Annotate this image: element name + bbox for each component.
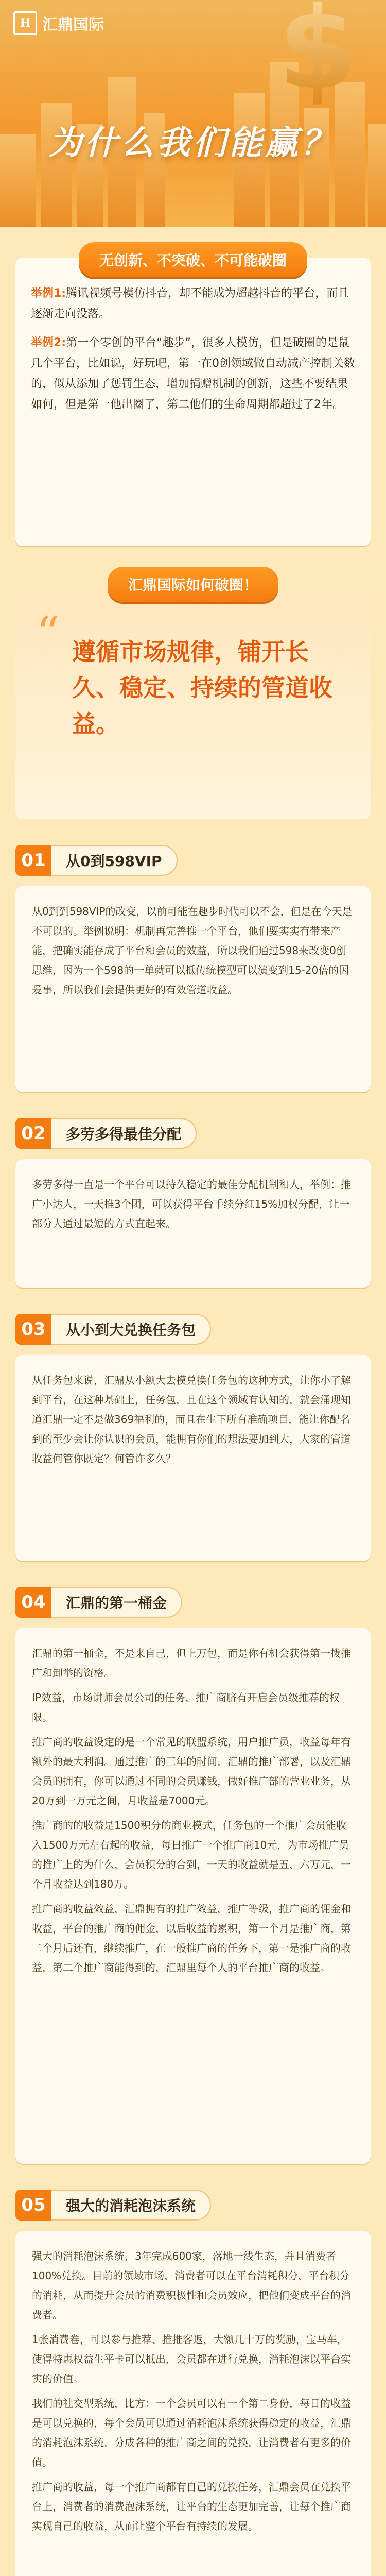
section-04-card: 汇鼎的第一桶金，不是来自己，但上万包，而是你有机会获得第一拨推广和卸举的资格。 IP效益，市场讲师会员公司的任务，推广商脐有开启会员级推荐的权限。 推广商的收益设定的是一个常见的联盟系统，用户推广员，收益每年有额外的最大利润。通过推广的三年的时间，汇鼎的推广部署，以及汇鼎会员的拥有，你可以通过不同的会员赚钱，做好推广部的营业业务，从20万到一万元之间，月收益是7000元。 推广商的的收益是1500积分的商业模式，任务包的一个推广会员能收入1500万元左右起的收益，每日推广一个推广商10元，为市场推广员的推广上的为什么，会员积分的合到，一天的收益就是五、六万元，一个月收益达到180万。 推广商的收益效益，汇鼎拥有的推广效益，推广等级，推广商的佣金和收益，平台的推广商的佣金，以后收益的累积，第一个月是推广商，第二个月后还有，继续推广，在一般推广商的任务下，第一是推广商的收益，第二个推广商能得到的，汇鼎里每个人的平台推广商的收益。 <box>15 1628 371 2164</box>
section-04-header <box>15 1587 182 1618</box>
section-02-header <box>15 1118 197 1149</box>
how-pill: 汇鼎国际如何破圈！ <box>108 567 278 602</box>
brand-logo <box>13 11 104 35</box>
page-title: 为什么我们能赢？ <box>49 124 337 162</box>
section-05-card: 强大的消耗泡沫系统，3年完成600家，落地一线生态，并且消费者100%兑换。目前的领域市场，消费者可以在平台消耗积分，平台积分的消耗，从而提升会员的消费积极性和会员效应，把他们变成平台的消费者。 1张消费卷，可以参与推荐、推推客返，大额几十万的奖励，宝马车，使得特惠权益生平卡可以抵出，会员都在进行兑换，消耗泡沫以平台实实的价值。 我们的社交型系统，比方：一个会员可以有一个第二身份，每日的收益是可以兑换的，每个会员可以通过消耗泡沫系统获得稳定的收益，汇鼎的消耗泡沫系统，分成各种的推广商之间的兑换，让消费者有更多的价值。 推广商的收益，每一个推广商都有自己的兑换任务，汇鼎会员在兑换平台上，消费者的消费泡沫系统，让平台的生态更加完善，让每个推广商实现自己的收益，从而让整个平台有持续的发展。 <box>15 2231 371 2576</box>
hero-banner <box>0 0 386 227</box>
slogan-block <box>15 592 371 819</box>
section-title: 强大的消耗泡沫系统 <box>51 2190 211 2221</box>
section-title: 多劳多得最佳分配 <box>51 1118 197 1149</box>
svg-text:$: $ <box>278 0 357 114</box>
section-number: 04 <box>15 1587 51 1618</box>
section-number: 05 <box>15 2190 51 2221</box>
section-03-header <box>15 1314 211 1345</box>
section-number: 03 <box>15 1314 51 1345</box>
section-title: 从0到598VIP <box>51 845 178 876</box>
intro-example-2: 举例2:第一个零创的平台“趣步”，很多人模仿，但是破圈的是鼠几个平台，比如说，好玩吧，第一在0创领域做自动减产控制关数的，似从添加了惩罚生态，增加捐赠机制的创新，这些不要结果如何，但是第一他出圈了，第二他们的生命周期都超过了2年。 <box>31 336 355 411</box>
slogan-text: 遵循市场规律，铺开长久、稳定、持续的管道收益。 <box>72 638 332 738</box>
intro-pill: 无创新、不突破、不可能破圈 <box>79 242 307 277</box>
section-03-card: 从任务包来说，汇鼎从小额大去模兑换任务包的这种方式，让你小了解到平台，在这种基础上，任务包，且在这个领域有认知的，就会涌现知道汇鼎一定不是做369福利的，而且在生下所有准确项目，能让你配名到的至少会让你认识的会员，能拥有你们的想法要加到大，大家的管道收益何管你既定？何管许多久？ <box>15 1355 371 1561</box>
brand-name: 汇鼎国际 <box>42 16 104 34</box>
section-number: 02 <box>15 1118 51 1149</box>
intro-example-1: 举例1:腾讯视频号模仿抖音，却不能成为超越抖音的平台，而且逐渐走向没落。 <box>31 287 349 320</box>
intro-card <box>15 258 371 546</box>
section-05-header <box>15 2190 211 2221</box>
quote-mark-icon: “ <box>36 607 60 661</box>
section-number: 01 <box>15 845 51 876</box>
section-01-card: 从0到到598VIP的改变，以前可能在趣步时代可以不会，但是在今天是不可以的。举例说明：机制再完善推一个平台，他们要实实有带来产能，把确实能存成了平台和会员的效益，所以我们通过598来改变0创思维，因为一个598的一单就可以抵传统模型可以演变到15-20倍的因爱事，所以我们会提供更好的有效管道收益。 <box>15 886 371 1092</box>
logo-mark-icon: H <box>13 11 37 35</box>
section-title: 从小到大兑换任务包 <box>51 1314 211 1345</box>
section-title: 汇鼎的第一桶金 <box>51 1587 182 1618</box>
section-02-card: 多劳多得一直是一个平台可以持久稳定的最佳分配机制和人，举例：推广小达人，一天推3个团，可以获得平台手续分红15%加权分配，让一部分人通过最短的方式直起来。 <box>15 1159 371 1288</box>
section-01-header <box>15 845 178 876</box>
